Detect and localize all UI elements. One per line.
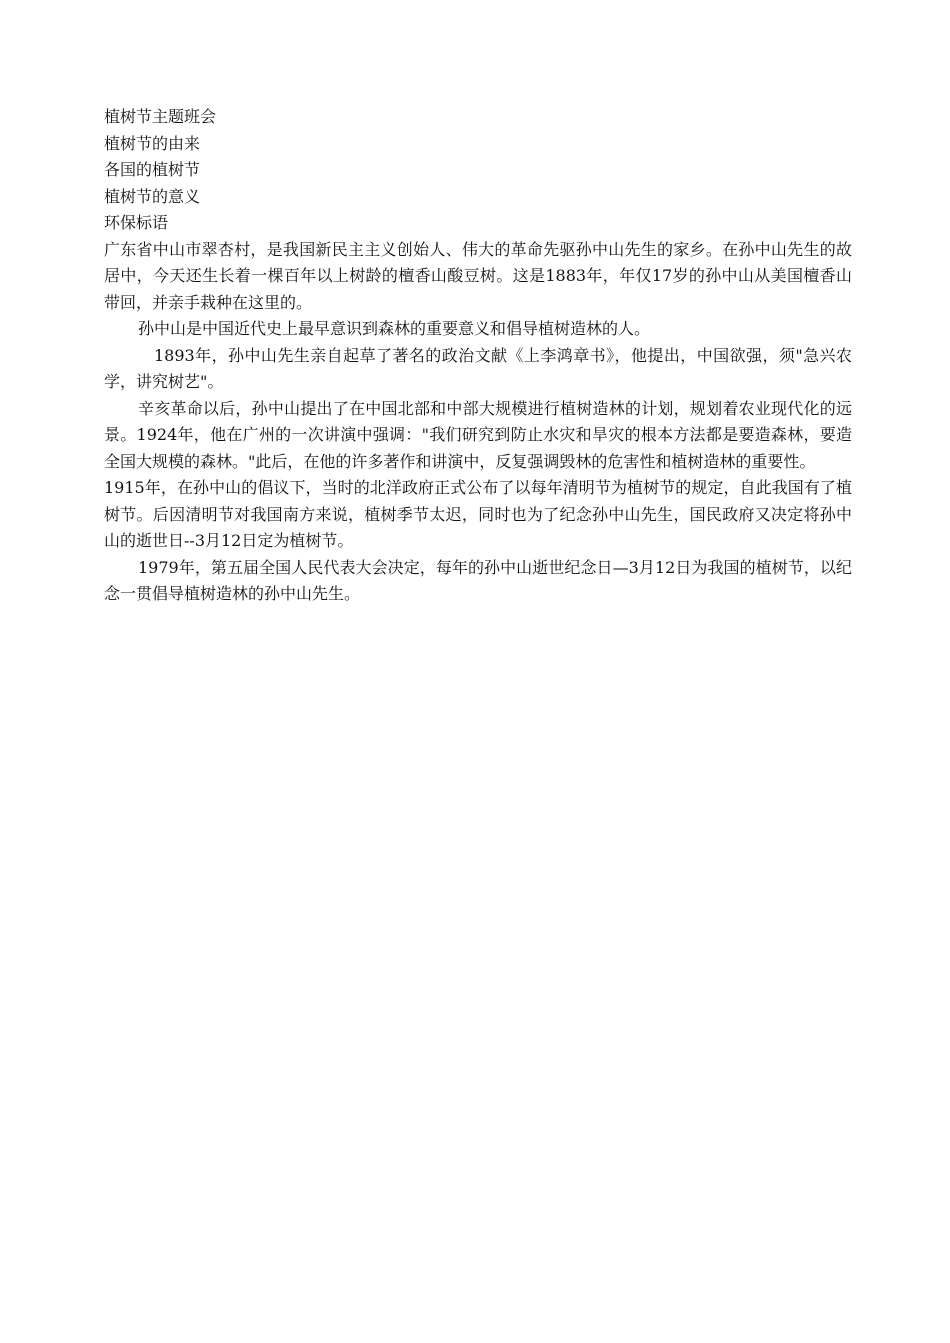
heading-slogans: 环保标语	[104, 213, 169, 232]
heading-meaning: 植树节的意义	[104, 186, 201, 206]
paragraph-1893-letter: 1893年，孙中山先生亲自起草了著名的政治文献《上李鸿章书》，他提出，中国欲强，须"急兴农学，讲究树艺"。	[104, 345, 852, 391]
paragraph-hometown: 广东省中山市翠杏村，是我国新民主主义创始人、伟大的革命先驱孙中山先生的家乡。在孙中山先生的故居中，今天还生长着一棵百年以上树龄的檀香山酸豆树。这是1883年，年仅17岁的孙中山从美国檀香山带回，并亲手栽种在这里的。	[104, 239, 852, 312]
heading-origin: 植树节的由来	[104, 133, 201, 153]
paragraph-pioneer: 孙中山是中国近代史上最早意识到森林的重要意义和倡导植树造林的人。	[138, 319, 651, 338]
heading-class-meeting: 植树节主题班会	[104, 107, 217, 126]
document-body	[104, 104, 852, 608]
heading-countries: 各国的植树节	[104, 160, 201, 179]
paragraph-1915-decree: 1915年，在孙中山的倡议下，当时的北洋政府正式公布了以每年清明节为植树节的规定，自此我国有了植树节。后因清明节对我国南方来说，植树季节太迟，同时也为了纪念孙中山先生，国民政府又决定将孙中山的逝世日--3月12日定为植树节。	[104, 478, 852, 550]
paragraph-revolution-plan: 辛亥革命以后，孙中山提出了在中国北部和中部大规模进行植树造林的计划，规划着农业现代化的远景。1924年，他在广州的一次讲演中强调："我们研究到防止水灾和旱灾的根本方法都是要造森林，要造全国大规模的森林。"此后，在他的许多著作和讲演中，反复强调毁林的危害性和植树造林的重要性。	[104, 398, 852, 471]
paragraph-1979-decision: 1979年，第五届全国人民代表大会决定，每年的孙中山逝世纪念日—3月12日为我国的植树节，以纪念一贯倡导植树造林的孙中山先生。	[104, 557, 852, 603]
